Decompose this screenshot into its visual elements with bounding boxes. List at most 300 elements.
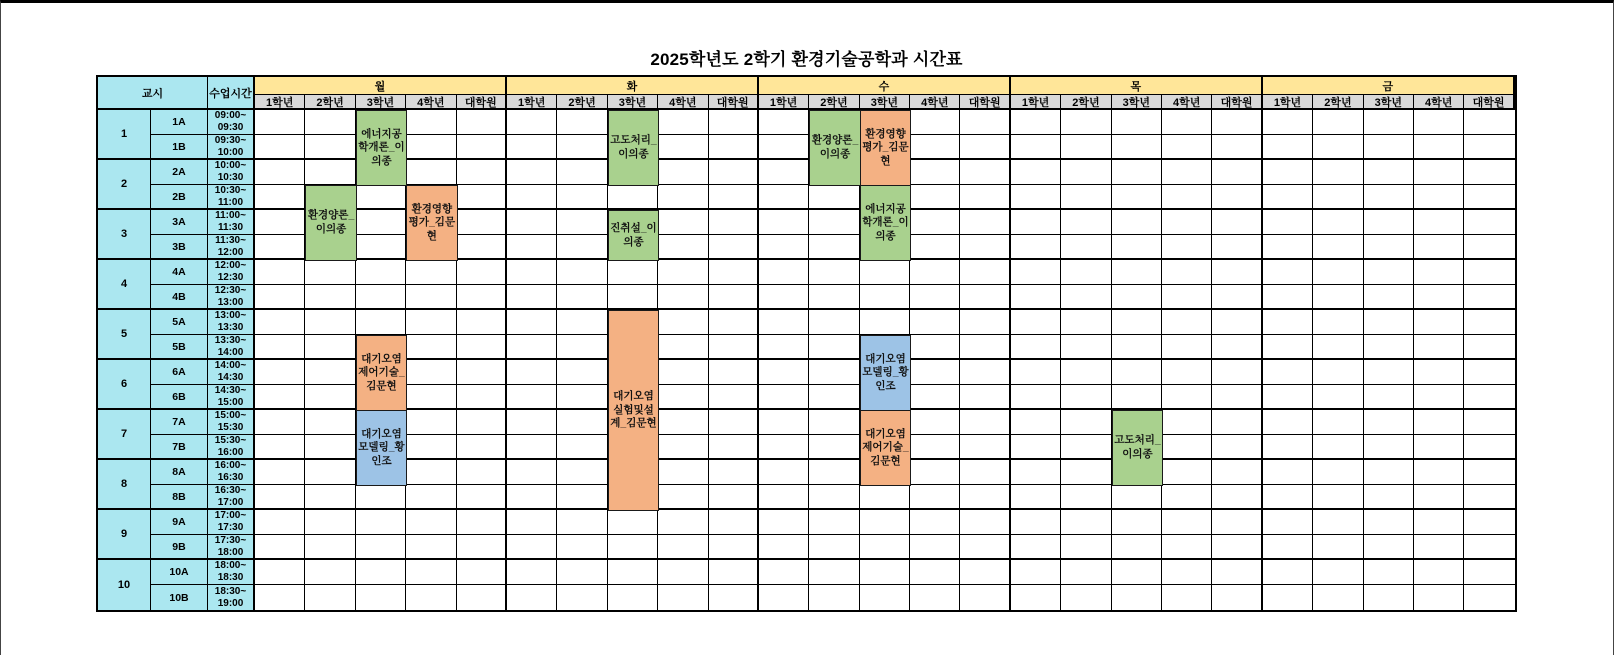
schedule-cell [860,260,910,285]
schedule-cell [1011,385,1061,410]
schedule-cell [1263,335,1313,360]
schedule-cell [1313,185,1363,210]
slot-time-cell: 11:00~ 11:30 [208,210,255,235]
schedule-cell [1263,160,1313,185]
schedule-cell [305,260,355,285]
year-header-cell: 1학년 [1263,95,1313,110]
schedule-cell [1212,285,1262,310]
schedule-cell [406,435,456,460]
year-header-cell: 1학년 [255,95,305,110]
schedule-cell [457,110,507,135]
schedule-cell [305,110,355,135]
schedule-cell [457,435,507,460]
year-header-cell: 3학년 [1112,95,1162,110]
schedule-cell [1162,535,1212,560]
slot-time-cell: 13:30~ 14:00 [208,335,255,360]
schedule-cell [1364,510,1414,535]
schedule-cell [1414,335,1464,360]
schedule-cell [255,235,305,260]
class-block-label: 대기오염모델링_황인조 [358,427,405,467]
schedule-cell [860,285,910,310]
schedule-cell [1464,110,1514,135]
schedule-cell [1212,335,1262,360]
slot-code-cell: 2B [151,185,208,210]
schedule-cell [658,185,708,210]
schedule-cell [658,135,708,160]
class-block [608,110,659,186]
schedule-cell [658,360,708,385]
schedule-cell [1162,135,1212,160]
schedule-cell [960,135,1010,160]
schedule-cell [1414,485,1464,510]
schedule-cell [255,110,305,135]
schedule-cell [1364,235,1414,260]
slot-time-cell: 10:00~ 10:30 [208,160,255,185]
schedule-cell [709,310,759,335]
schedule-cell [406,485,456,510]
schedule-cell [1263,410,1313,435]
year-header-cell: 4학년 [406,95,456,110]
schedule-cell [608,260,658,285]
schedule-cell [1011,135,1061,160]
schedule-cell [457,460,507,485]
schedule-cell [1112,535,1162,560]
schedule-cell [910,110,960,135]
class-block-label: 고도처리_이의종 [1114,434,1161,460]
year-header-cell: 4학년 [1414,95,1464,110]
schedule-cell [1011,360,1061,385]
schedule-cell [1011,585,1061,610]
schedule-cell [960,360,1010,385]
schedule-cell [960,160,1010,185]
schedule-cell [457,535,507,560]
schedule-cell [608,535,658,560]
period-number-cell: 2 [98,160,151,210]
schedule-cell [809,235,859,260]
schedule-cell [1112,135,1162,160]
schedule-cell [1061,335,1111,360]
schedule-cell [507,185,557,210]
period-number-cell: 9 [98,510,151,560]
year-header-cell: 2학년 [1061,95,1111,110]
slot-code-cell: 10B [151,585,208,610]
schedule-cell [1263,235,1313,260]
schedule-cell [1464,560,1514,585]
schedule-cell [255,160,305,185]
schedule-cell [1313,585,1363,610]
schedule-cell [1112,360,1162,385]
schedule-cell [1212,535,1262,560]
schedule-cell [759,210,809,235]
schedule-cell [1364,410,1414,435]
schedule-cell [1212,485,1262,510]
schedule-cell [1112,285,1162,310]
schedule-cell [960,560,1010,585]
schedule-cell [759,460,809,485]
schedule-cell [457,360,507,385]
schedule-cell [1414,435,1464,460]
schedule-cell [1011,110,1061,135]
schedule-cell [1162,560,1212,585]
slot-code-cell: 4B [151,285,208,310]
schedule-cell [709,160,759,185]
schedule-cell [457,285,507,310]
year-header-cell: 2학년 [305,95,355,110]
schedule-cell [1464,385,1514,410]
schedule-cell [507,560,557,585]
period-number-cell: 10 [98,560,151,610]
schedule-cell [1263,385,1313,410]
schedule-cell [1162,185,1212,210]
schedule-cell [1464,185,1514,210]
schedule-cell [557,510,607,535]
schedule-cell [557,360,607,385]
schedule-cell [1011,485,1061,510]
class-block-label: 환경영향평가_김문현 [862,127,909,167]
schedule-cell [457,485,507,510]
schedule-cell [457,560,507,585]
day-header-cell: 화 [507,77,759,95]
schedule-cell [507,160,557,185]
schedule-cell [305,585,355,610]
schedule-cell [809,510,859,535]
year-header-cell: 2학년 [1313,95,1363,110]
slot-time-cell: 15:00~ 15:30 [208,410,255,435]
schedule-cell [507,260,557,285]
schedule-cell [507,535,557,560]
schedule-cell [608,185,658,210]
schedule-cell [809,185,859,210]
schedule-cell [910,335,960,360]
schedule-cell [1212,210,1262,235]
schedule-cell [1313,285,1363,310]
schedule-cell [305,160,355,185]
schedule-cell [1162,210,1212,235]
schedule-cell [557,285,607,310]
schedule-cell [1061,235,1111,260]
schedule-cell [557,310,607,335]
schedule-cell [255,510,305,535]
schedule-cell [305,360,355,385]
schedule-cell [709,535,759,560]
period-number-cell: 8 [98,460,151,510]
schedule-cell [759,335,809,360]
schedule-cell [1263,435,1313,460]
schedule-cell [406,335,456,360]
timetable-grid [96,75,1517,612]
schedule-cell [356,260,406,285]
schedule-cell [507,410,557,435]
schedule-cell [860,485,910,510]
schedule-cell [860,310,910,335]
schedule-cell [910,510,960,535]
schedule-cell [1313,210,1363,235]
schedule-cell [960,510,1010,535]
year-header-cell: 4학년 [1162,95,1212,110]
schedule-cell [960,585,1010,610]
schedule-cell [1464,585,1514,610]
class-block-label: 환경영향평가_김문현 [408,202,456,242]
schedule-cell [1464,285,1514,310]
year-header-cell: 3학년 [356,95,406,110]
schedule-cell [658,410,708,435]
class-block-label: 환경양론_이의종 [811,134,859,160]
schedule-cell [457,160,507,185]
schedule-cell [1011,510,1061,535]
schedule-cell [406,360,456,385]
year-header-cell: 대학원 [960,95,1010,110]
schedule-cell [1414,360,1464,385]
schedule-cell [557,560,607,585]
slot-code-cell: 6B [151,385,208,410]
year-header-cell: 3학년 [860,95,910,110]
schedule-cell [1313,435,1363,460]
slot-code-cell: 10A [151,560,208,585]
schedule-cell [1162,485,1212,510]
schedule-cell [1061,310,1111,335]
schedule-cell [1313,360,1363,385]
schedule-cell [255,585,305,610]
time-column-header: 수업시간 [208,77,255,110]
schedule-cell [1263,285,1313,310]
class-block-label: 대기오염모델링_황인조 [862,352,909,392]
schedule-cell [557,185,607,210]
class-block [1112,410,1163,486]
class-block [608,210,659,261]
schedule-cell [1364,210,1414,235]
schedule-cell [658,460,708,485]
schedule-cell [557,385,607,410]
schedule-cell [1061,485,1111,510]
class-block-label: 환경양론_이의종 [307,209,355,235]
schedule-cell [406,310,456,335]
schedule-cell [1414,385,1464,410]
schedule-cell [1112,585,1162,610]
schedule-cell [709,585,759,610]
schedule-cell [960,485,1010,510]
slot-code-cell: 3A [151,210,208,235]
schedule-cell [759,235,809,260]
schedule-cell [960,535,1010,560]
schedule-cell [960,210,1010,235]
schedule-cell [759,410,809,435]
schedule-cell [809,410,859,435]
schedule-cell [1011,235,1061,260]
schedule-cell [356,285,406,310]
schedule-cell [1313,135,1363,160]
schedule-cell [709,185,759,210]
schedule-cell [809,385,859,410]
schedule-cell [1061,385,1111,410]
class-block [356,410,407,486]
slot-code-cell: 9A [151,510,208,535]
period-number-cell: 6 [98,360,151,410]
schedule-cell [507,210,557,235]
class-block [356,335,407,411]
schedule-cell [356,510,406,535]
schedule-cell [1263,135,1313,160]
schedule-cell [1313,110,1363,135]
schedule-cell [1263,510,1313,535]
year-header-cell: 4학년 [910,95,960,110]
schedule-cell [406,510,456,535]
schedule-cell [809,335,859,360]
schedule-cell [759,535,809,560]
slot-code-cell: 7A [151,410,208,435]
schedule-cell [658,235,708,260]
slot-code-cell: 2A [151,160,208,185]
schedule-cell [1364,110,1414,135]
schedule-cell [1464,435,1514,460]
schedule-cell [709,435,759,460]
schedule-cell [1162,585,1212,610]
schedule-cell [658,260,708,285]
class-block [406,185,457,261]
schedule-cell [1464,310,1514,335]
schedule-cell [1414,535,1464,560]
schedule-cell [759,510,809,535]
schedule-cell [1112,310,1162,335]
schedule-cell [305,410,355,435]
schedule-cell [1464,210,1514,235]
schedule-cell [255,310,305,335]
schedule-cell [1414,310,1464,335]
schedule-cell [1414,160,1464,185]
schedule-cell [1061,135,1111,160]
schedule-cell [1464,460,1514,485]
year-header-cell: 1학년 [1011,95,1061,110]
schedule-cell [406,110,456,135]
schedule-cell [1061,585,1111,610]
schedule-cell [960,435,1010,460]
class-block [860,185,911,261]
schedule-cell [759,110,809,135]
schedule-cell [910,235,960,260]
schedule-cell [356,485,406,510]
schedule-cell [809,285,859,310]
schedule-cell [1011,185,1061,210]
year-header-cell: 1학년 [759,95,809,110]
schedule-cell [457,585,507,610]
schedule-cell [910,210,960,235]
schedule-cell [910,185,960,210]
schedule-cell [1061,510,1111,535]
class-block-label: 고도처리_이의종 [610,134,657,160]
schedule-cell [910,485,960,510]
schedule-cell [1162,160,1212,185]
schedule-cell [960,235,1010,260]
slot-time-cell: 18:30~ 19:00 [208,585,255,610]
schedule-cell [809,260,859,285]
schedule-cell [1011,560,1061,585]
schedule-cell [557,135,607,160]
schedule-cell [1162,435,1212,460]
schedule-cell [1313,460,1363,485]
schedule-cell [860,560,910,585]
schedule-cell [1011,285,1061,310]
schedule-cell [1313,560,1363,585]
schedule-cell [910,535,960,560]
schedule-cell [1263,210,1313,235]
schedule-cell [1112,385,1162,410]
schedule-cell [1313,510,1363,535]
schedule-cell [1263,360,1313,385]
schedule-cell [1212,235,1262,260]
slot-time-cell: 13:00~ 13:30 [208,310,255,335]
schedule-cell [406,385,456,410]
slot-time-cell: 14:30~ 15:00 [208,385,255,410]
schedule-cell [809,485,859,510]
schedule-cell [356,310,406,335]
schedule-cell [557,235,607,260]
schedule-cell [255,285,305,310]
slot-code-cell: 4A [151,260,208,285]
corner-header-periods: 교시 [98,77,208,110]
schedule-cell [1364,285,1414,310]
schedule-cell [960,310,1010,335]
schedule-cell [608,585,658,610]
schedule-cell [1162,335,1212,360]
schedule-cell [1112,235,1162,260]
schedule-cell [1364,385,1414,410]
schedule-cell [759,160,809,185]
schedule-cell [1414,185,1464,210]
schedule-cell [1162,110,1212,135]
schedule-cell [507,585,557,610]
schedule-cell [255,185,305,210]
schedule-cell [1364,260,1414,285]
schedule-cell [1112,110,1162,135]
schedule-cell [910,435,960,460]
schedule-cell [910,260,960,285]
schedule-cell [1011,210,1061,235]
schedule-cell [709,110,759,135]
class-block-label: 에너지공학개론_이의종 [862,202,909,242]
schedule-cell [1011,535,1061,560]
period-number-cell: 4 [98,260,151,310]
class-block [860,335,911,411]
schedule-cell [1313,485,1363,510]
schedule-cell [1162,360,1212,385]
schedule-cell [406,285,456,310]
schedule-cell [557,160,607,185]
class-block-label: 에너지공학개론_이의종 [358,127,405,167]
schedule-cell [709,460,759,485]
schedule-cell [557,335,607,360]
schedule-cell [1414,110,1464,135]
schedule-cell [507,460,557,485]
schedule-cell [1212,160,1262,185]
schedule-cell [457,235,507,260]
schedule-cell [1464,535,1514,560]
schedule-cell [507,435,557,460]
schedule-cell [608,285,658,310]
schedule-cell [1011,160,1061,185]
slot-code-cell: 1A [151,110,208,135]
schedule-cell [910,160,960,185]
schedule-cell [759,560,809,585]
schedule-cell [1263,485,1313,510]
schedule-cell [1414,235,1464,260]
schedule-cell [759,360,809,385]
schedule-cell [759,260,809,285]
schedule-cell [809,560,859,585]
slot-code-cell: 8A [151,460,208,485]
schedule-cell [255,385,305,410]
schedule-cell [709,510,759,535]
slot-code-cell: 1B [151,135,208,160]
year-header-cell: 2학년 [809,95,859,110]
